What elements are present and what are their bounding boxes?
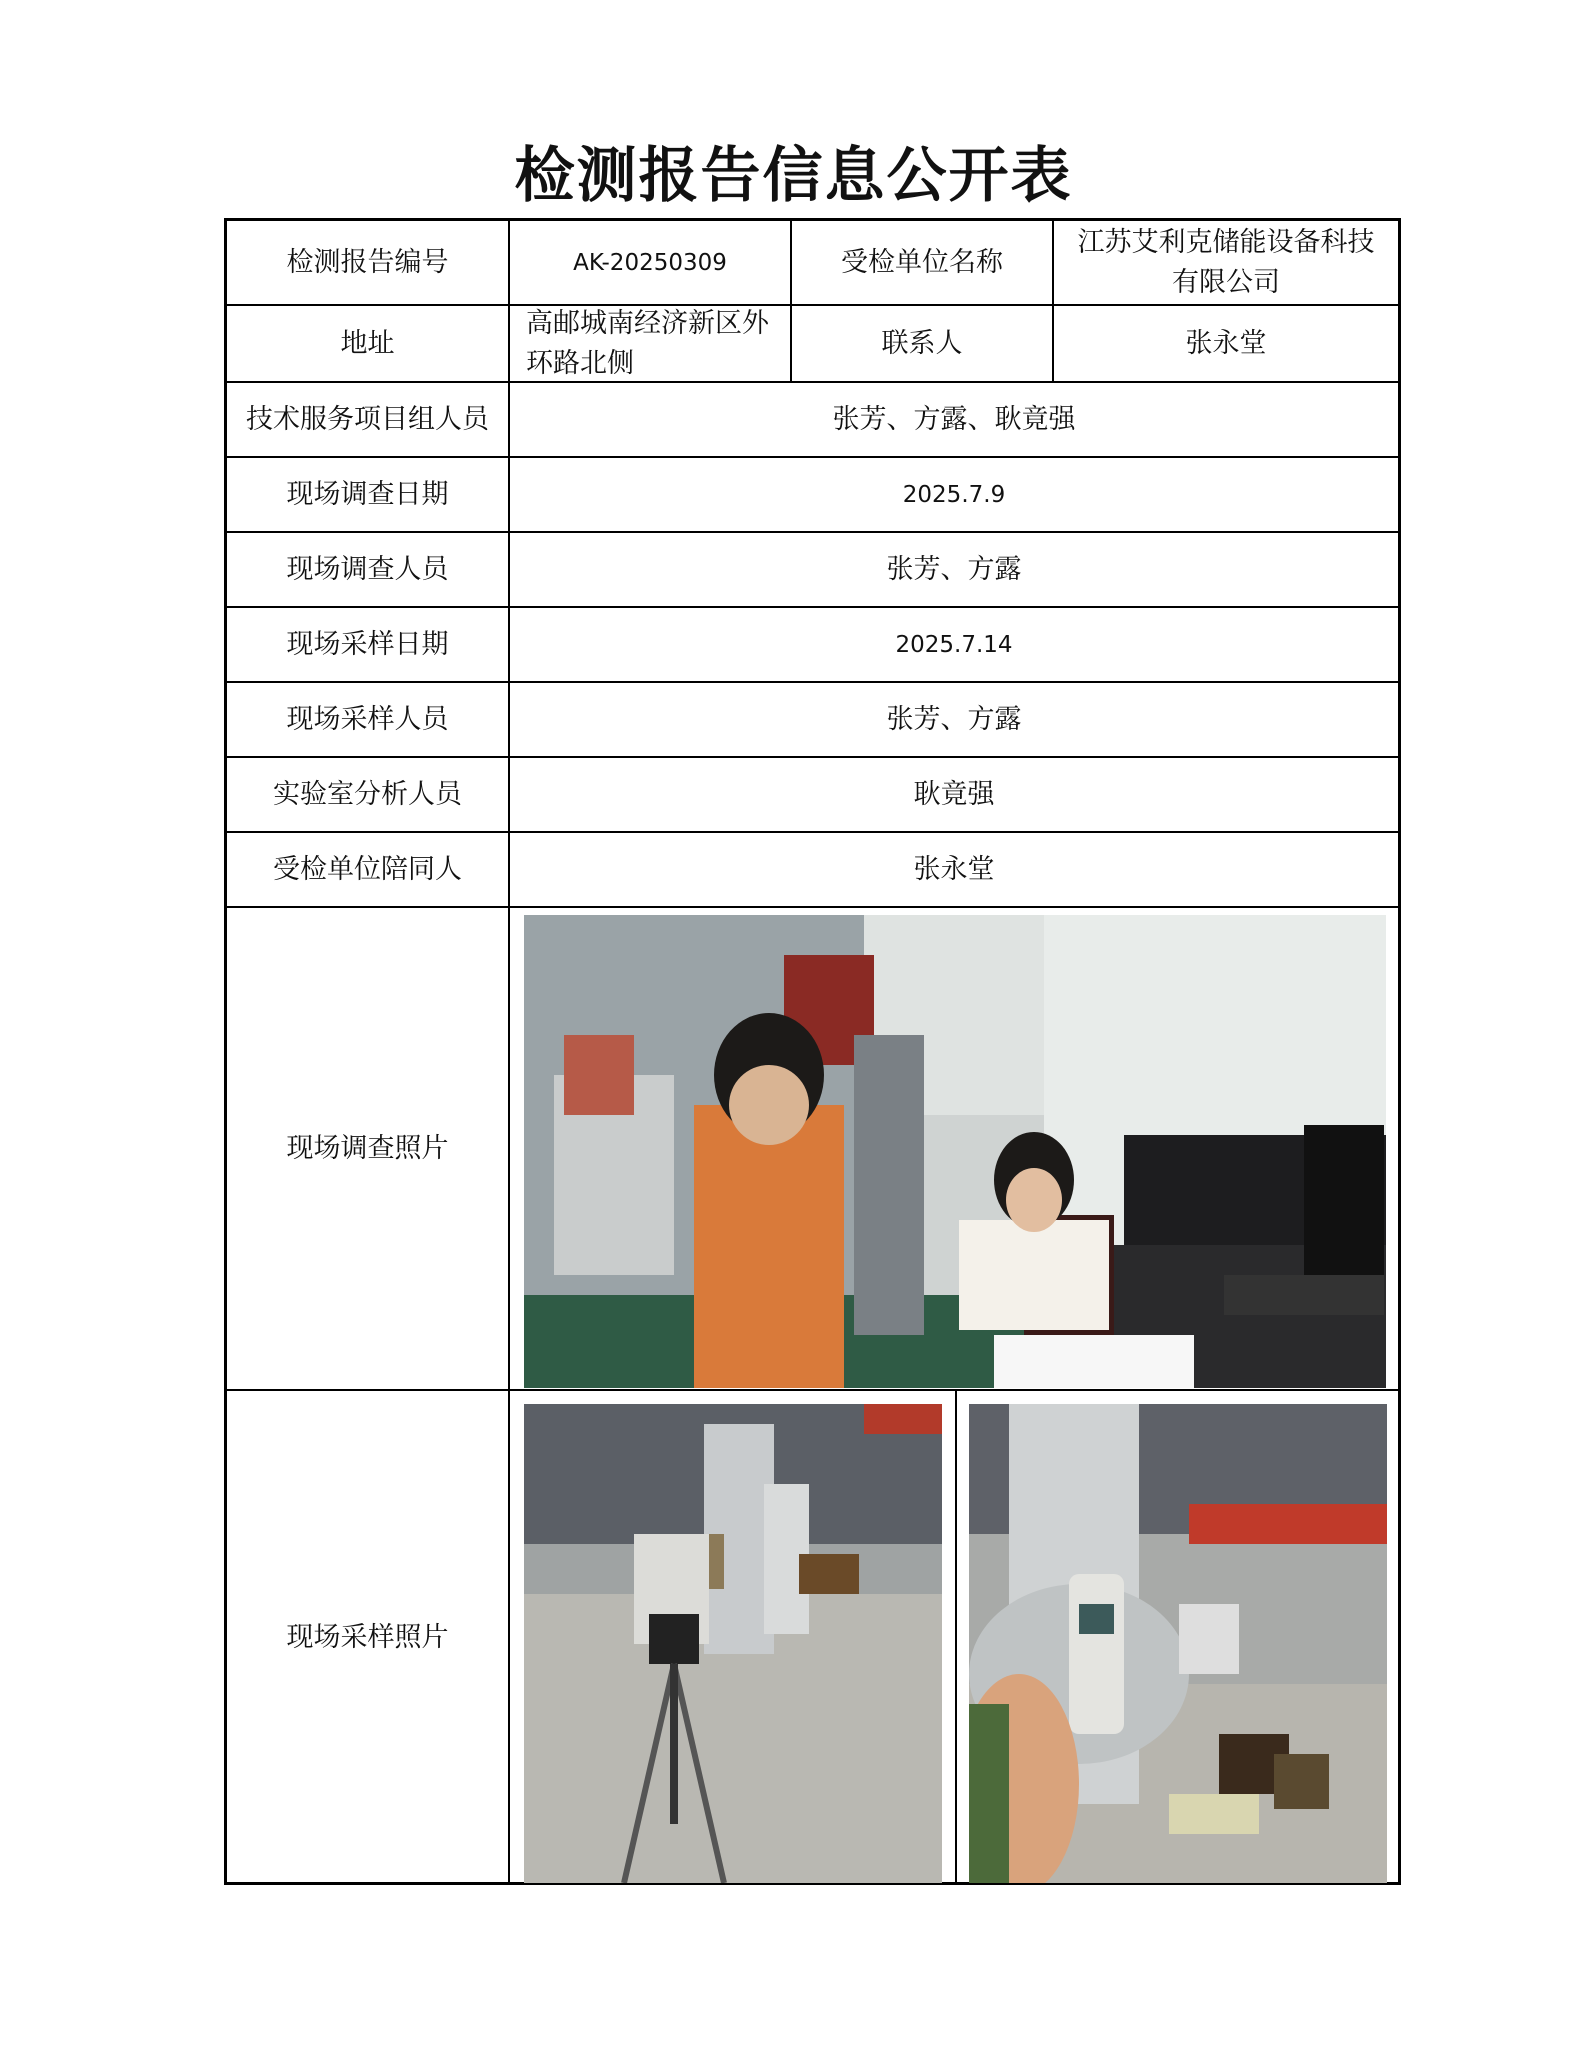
report-no-value: AK-20250309 (573, 249, 727, 276)
sampling-staff-value: 张芳、方露 (886, 703, 1022, 735)
escort-value: 张永堂 (913, 853, 995, 885)
unit-name-value: 江苏艾利克储能设备科技有限公司 (1077, 226, 1375, 298)
survey-photo (524, 915, 1386, 1388)
address-value: 高邮城南经济新区外环路北侧 (526, 307, 769, 379)
project-team-label: 技术服务项目组人员 (246, 403, 489, 435)
sampling-photo-2 (969, 1404, 1387, 1883)
unit-name-label: 受检单位名称 (841, 246, 1003, 278)
escort-label: 受检单位陪同人 (273, 853, 462, 885)
document-title: 检测报告信息公开表 (514, 141, 1073, 211)
address-label: 地址 (340, 327, 395, 359)
sampling-photo-label: 现场采样照片 (286, 1622, 449, 1653)
lab-analyst-value: 耿竟强 (913, 778, 995, 810)
project-team-value: 张芳、方露、耿竟强 (832, 403, 1076, 435)
lab-analyst-label: 实验室分析人员 (273, 778, 462, 810)
sampling-photo-1 (524, 1404, 942, 1883)
survey-staff-label: 现场调查人员 (286, 553, 449, 585)
contact-label: 联系人 (881, 327, 963, 359)
sampling-staff-label: 现场采样人员 (286, 703, 449, 735)
sampling-date-value: 2025.7.14 (895, 631, 1013, 658)
survey-date-label: 现场调查日期 (286, 478, 449, 510)
report-no-label: 检测报告编号 (286, 246, 449, 278)
contact-value: 张永堂 (1185, 327, 1267, 359)
survey-date-value: 2025.7.9 (902, 481, 1006, 508)
sampling-date-label: 现场采样日期 (286, 628, 449, 660)
info-table (224, 218, 1401, 1885)
survey-staff-value: 张芳、方露 (886, 553, 1022, 585)
survey-photo-label: 现场调查照片 (286, 1132, 449, 1164)
